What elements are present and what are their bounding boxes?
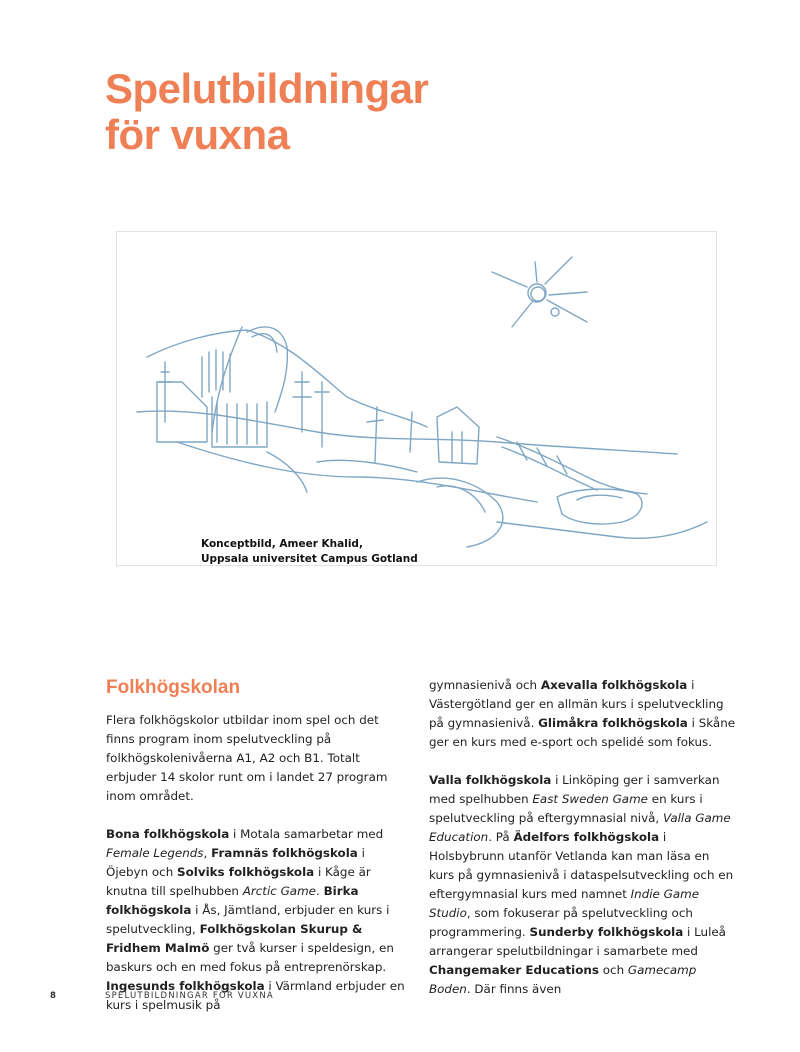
body-text: . [316, 884, 324, 898]
body-text: i Kåge är knutna till spelhubben [106, 865, 371, 898]
page-title [105, 66, 428, 158]
body-text: . Där finns även [466, 982, 562, 996]
school-name: Ingesunds folkhögskola [106, 979, 265, 993]
partner-name: Female Legends [106, 846, 204, 860]
school-name: Ädelfors folkhögskola [513, 830, 660, 844]
partner-name: Arctic Game [242, 884, 316, 898]
running-title: SPELUTBILDNINGAR FÖR VUXNA [105, 991, 274, 1001]
body-text: i Holsbybrunn utanför Vetlanda kan man läsa en kurs på gymnasienivå i dataspelsutveckling och en eftergymnasial kurs med namnet [429, 830, 734, 901]
body-text: och [598, 963, 628, 977]
body-text: i Västergötland ger en allmän kurs i spelutveckling på gymnasienivå. [429, 678, 724, 730]
paragraph-intro: Flera folkhögskolor utbildar inom spel och det finns program inom spelutveckling på folkhögskolenivåerna A1, A2 och B1. Totalt erbjuder 14 skolor runt om i landet 27 program inom området. [106, 713, 388, 803]
body-text: i Linköping ger i samverkan med spelhubben [429, 773, 720, 806]
partner-name: Valla Game Education [429, 811, 731, 844]
body-text: i Motala samarbetar med [229, 827, 384, 841]
caption-line-1: Konceptbild, Ameer Khalid, [201, 538, 363, 550]
page-number: 8 [50, 991, 56, 1001]
left-column [106, 676, 406, 1034]
body-text: i Skåne ger en kurs med e-sport och spelidé som fokus. [429, 716, 736, 749]
title-line-2: för vuxna [105, 111, 290, 158]
section-heading: Folkhögskolan [106, 677, 241, 698]
body-text: i Värmland erbjuder en kurs i spelmusik på [106, 979, 405, 1012]
figure-caption [201, 537, 418, 566]
partner-name: East Sweden Game [532, 792, 648, 806]
paragraph-schools-1 [106, 825, 406, 1015]
partner-name: Indie Game Studio [429, 887, 700, 920]
body-text: ger två kurser i speldesign, en baskurs och en med fokus på entreprenörskap. [106, 941, 394, 974]
right-column [429, 676, 737, 1018]
school-name: Framnäs folkhögskola [211, 846, 358, 860]
body-text: en kurs i spelutveckling på eftergymnasial nivå, [429, 792, 703, 825]
concept-sketch-figure [116, 231, 717, 566]
title-line-1: Spelutbildningar [105, 65, 429, 112]
partner-name: Gamecamp Boden [429, 963, 697, 996]
school-name: Valla folkhögskola [429, 773, 552, 787]
school-name: Folkhögskolan Skurup & Fridhem Malmö [106, 922, 363, 955]
caption-line-2: Uppsala universitet Campus Gotland [201, 553, 418, 565]
school-name: Bona folkhögskola [106, 827, 230, 841]
partner-name: Changemaker Educations [429, 963, 599, 977]
school-name: Axevalla folkhögskola [540, 678, 688, 692]
school-name: Glimåkra folkhögskola [538, 716, 688, 730]
paragraph-schools-3 [429, 771, 737, 999]
body-text: i Öjebyn och [106, 846, 365, 879]
body-text: , som fokuserar på spelutveckling och programmering. [429, 906, 693, 939]
school-name: Birka folkhögskola [106, 884, 359, 917]
paragraph-schools-2 [429, 676, 737, 752]
body-text: i Luleå arrangerar spelutbildningar i samarbete med [429, 925, 726, 958]
body-text: . På [488, 830, 514, 844]
school-name: Solviks folkhögskola [177, 865, 315, 879]
body-text: , [203, 846, 212, 860]
body-text: gymnasienivå och [429, 678, 541, 692]
concept-sketch-image [117, 232, 716, 565]
school-name: Sunderby folkhögskola [529, 925, 684, 939]
body-text: i Ås, Jämtland, erbjuder en kurs i spelutveckling, [106, 903, 390, 936]
